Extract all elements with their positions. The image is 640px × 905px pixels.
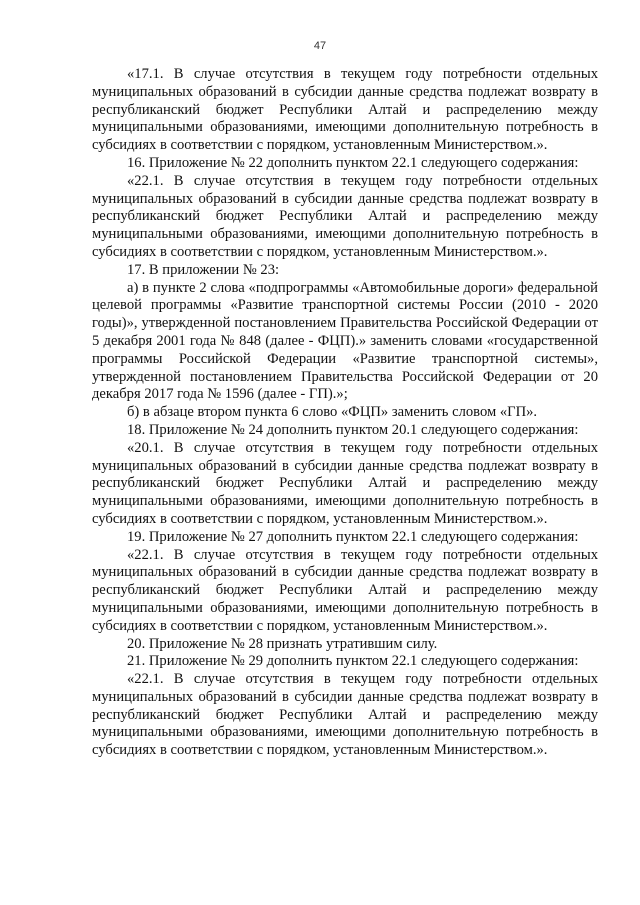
paragraph-22-1-text-b: «22.1. В случае отсутствия в текущем году потребности отдельных муниципальных образований в субсидии данные средства подлежат возврату в республиканский бюджет Республики Алтай и распределению между муниципальными образованиями, имеющими дополнительную потребность в субсидиях в соответствии с порядком, установленным Министерством.». — [92, 546, 598, 634]
paragraph-item-21: 21. Приложение № 29 дополнить пунктом 22.1 следующего содержания: — [127, 653, 579, 670]
paragraph-item-18: 18. Приложение № 24 дополнить пунктом 20.1 следующего содержания: — [127, 421, 579, 438]
paragraph-item-16: 16. Приложение № 22 дополнить пунктом 22.1 следующего содержания: — [127, 154, 579, 171]
paragraph-17-1-text: «17.1. В случае отсутствия в текущем году потребности отдельных муниципальных образований в субсидии данные средства подлежат возврату в республиканский бюджет Республики Алтай и распределению между муниципальными образованиями, имеющими дополнительную потребность в субсидиях в соответствии с порядком, установленным Министерством.». — [92, 66, 598, 154]
paragraph-22-1-text: «22.1. В случае отсутствия в текущем году потребности отдельных муниципальных образований в субсидии данные средства подлежат возврату в республиканский бюджет Республики Алтай и распределению между муниципальными образованиями, имеющими дополнительную потребность в субсидиях в соответствии с порядком, установленным Министерством.». — [92, 172, 598, 260]
paragraph-item-19: 19. Приложение № 27 дополнить пунктом 22.1 следующего содержания: — [127, 528, 579, 545]
paragraph-item-17-a: а) в пункте 2 слова «подпрограммы «Автомобильные дороги» федеральной целевой программы «Развитие транспортной системы России (2010 - 2020 годы)», утвержденной постановлением Правительства Российской Федерации от 5 декабря 2001 года № 848 (далее - ФЦП).» заменить словами «государственной программы Российской Федерации «Развитие транспортной системы», утвержденной постановлением Правительства Российской Федерации от 20 декабря 2017 года № 1596 (далее - ГП).»; — [92, 279, 598, 403]
paragraph-22-1-text-c: «22.1. В случае отсутствия в текущем году потребности отдельных муниципальных образований в субсидии данные средства подлежат возврату в республиканский бюджет Республики Алтай и распределению между муниципальными образованиями, имеющими дополнительную потребность в субсидиях в соответствии с порядком, установленным Министерством.». — [92, 671, 598, 759]
document-body — [92, 66, 598, 760]
paragraph-item-17-b: б) в абзаце втором пункта 6 слово «ФЦП» заменить словом «ГП». — [127, 404, 538, 421]
paragraph-item-20: 20. Приложение № 28 признать утратившим силу. — [127, 635, 438, 652]
paragraph-item-17: 17. В приложении № 23: — [127, 261, 280, 278]
paragraph-20-1-text: «20.1. В случае отсутствия в текущем году потребности отдельных муниципальных образований в субсидии данные средства подлежат возврату в республиканский бюджет Республики Алтай и распределению между муниципальными образованиями, имеющими дополнительную потребность в субсидиях в соответствии с порядком, установленным Министерством.». — [92, 439, 598, 527]
page-number: 47 — [313, 40, 327, 52]
